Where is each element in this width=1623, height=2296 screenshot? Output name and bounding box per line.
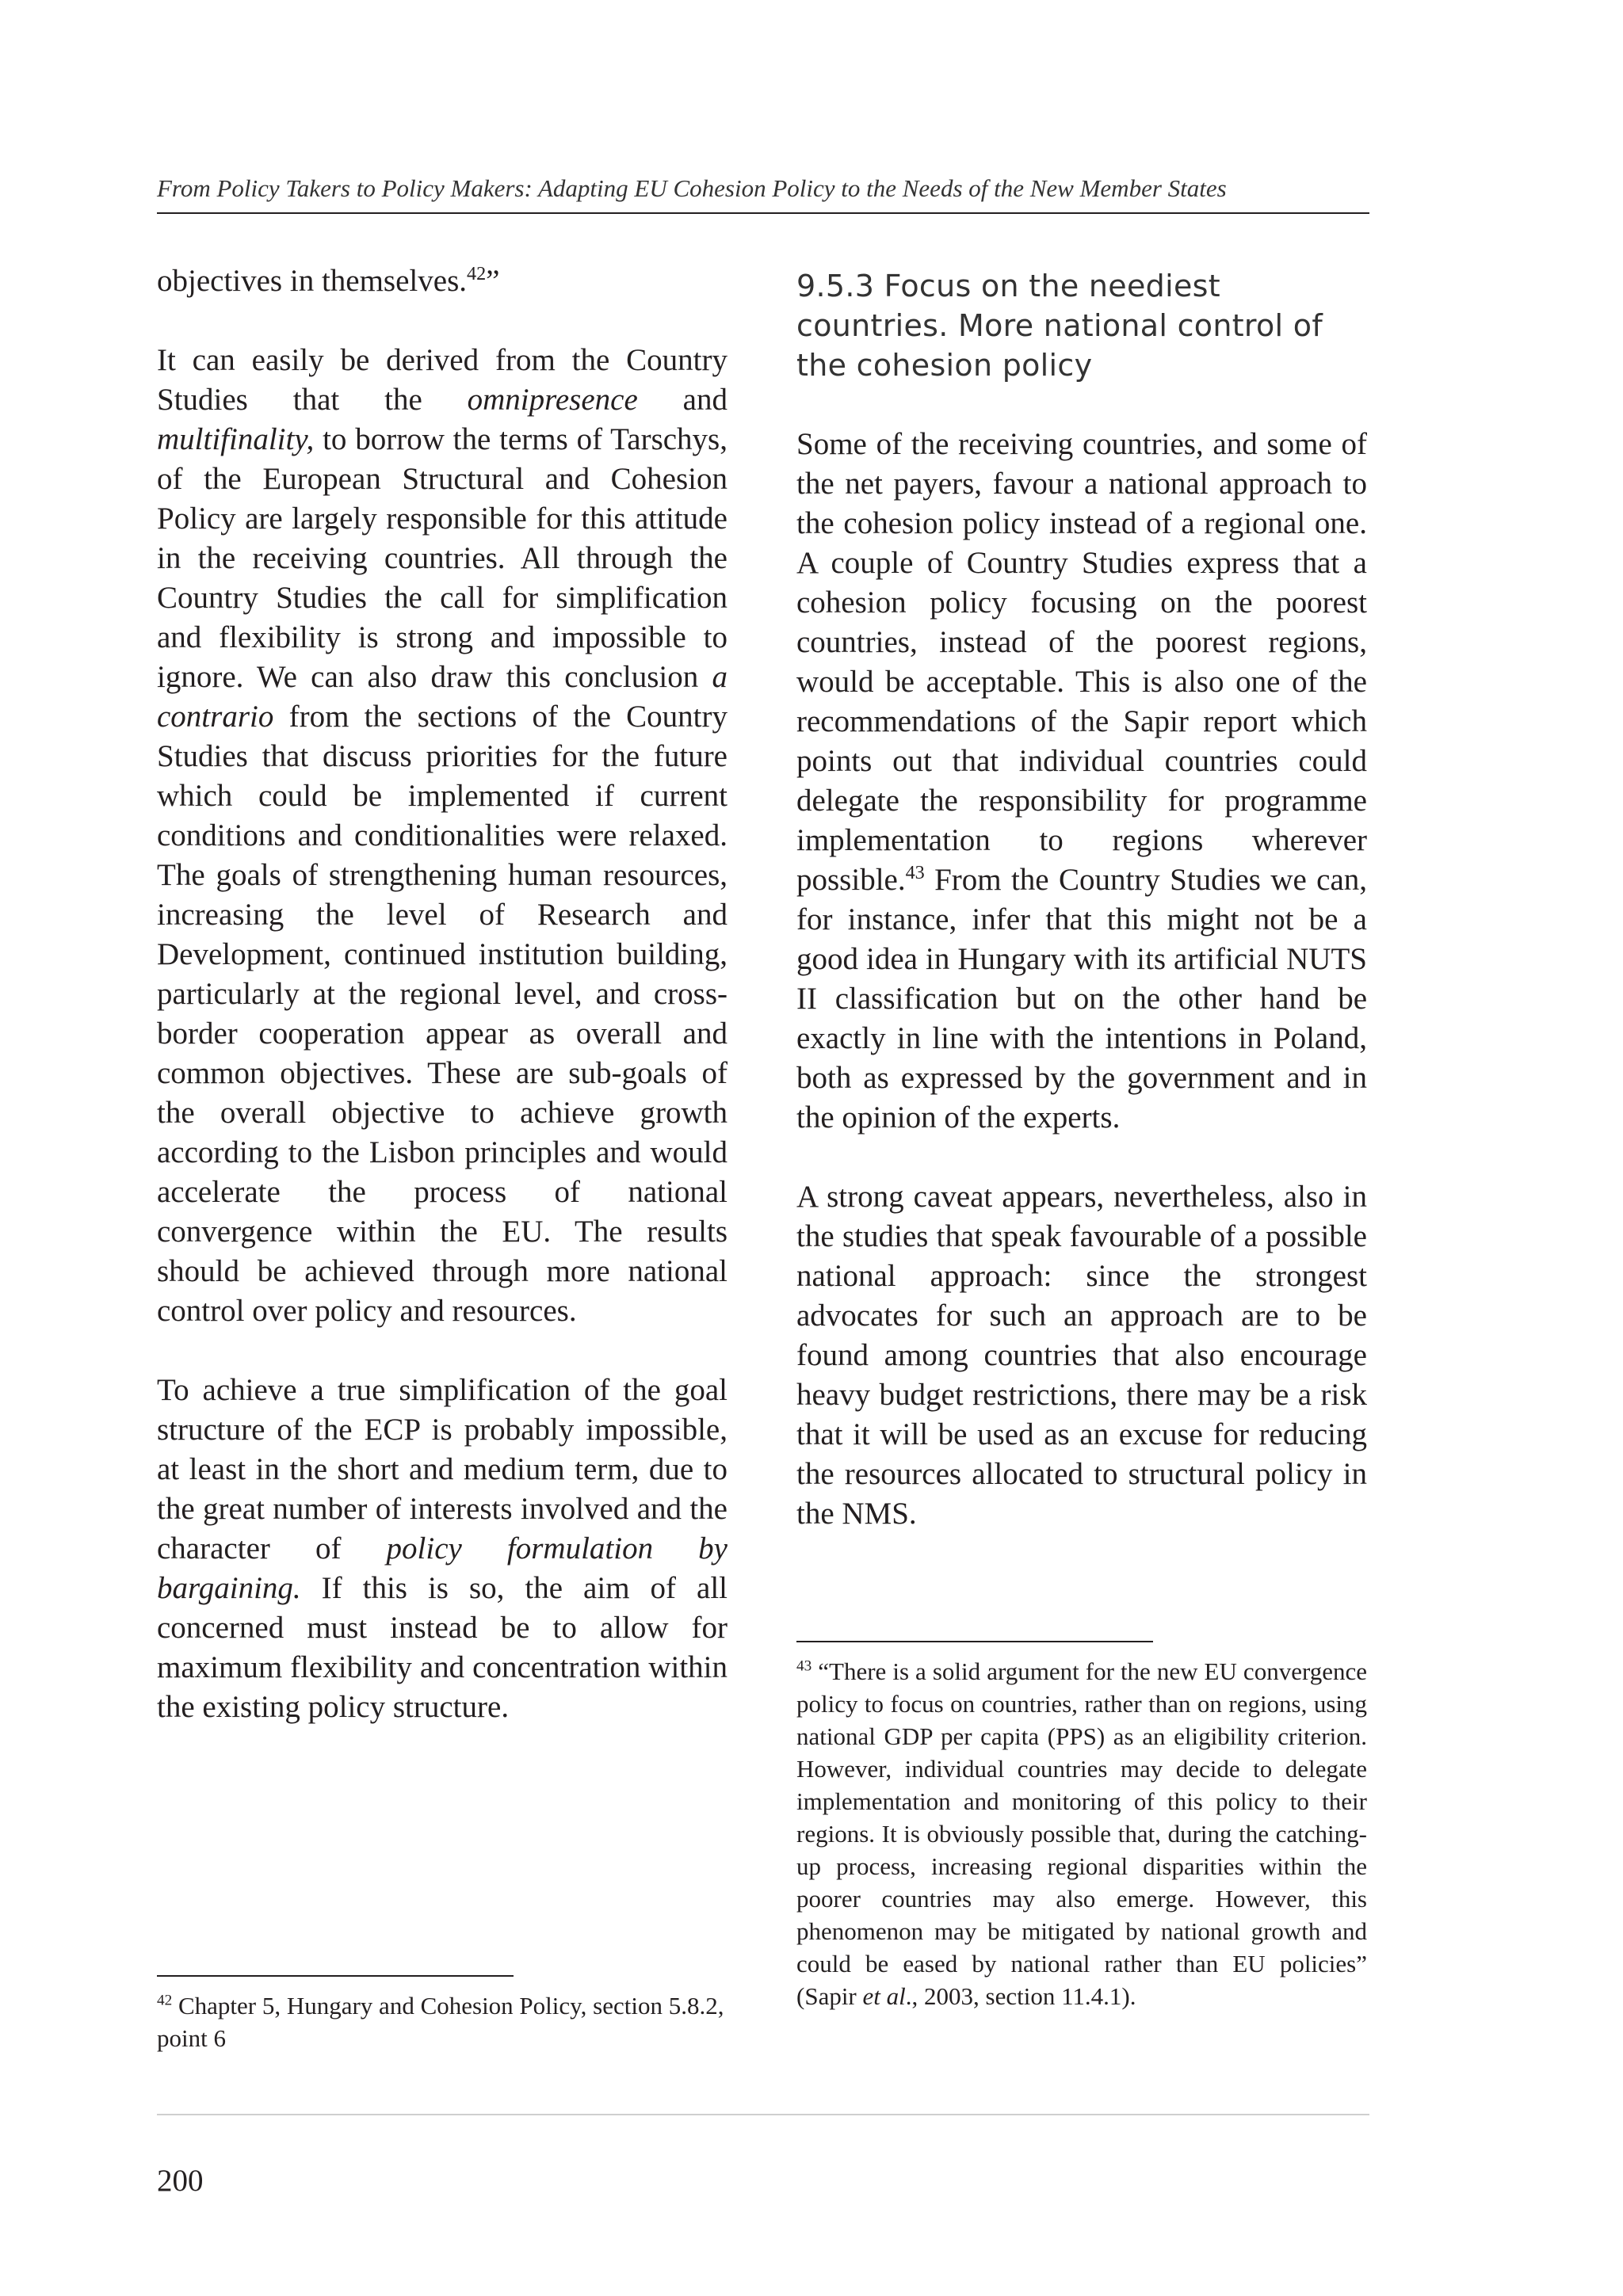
paragraph-omnipresence: It can easily be derived from the Country Studies that the omnipresence and multifinality, to borrow the terms of Tarschys, of the European Structural and Cohesion Policy are largely responsible for this attitude in the receiving countries. All through the Country Studies the call for simplification and flexibility is strong and impossible to ignore. We can also draw this conclusion a contrario from the sections of the Country Studies that discuss priorities for the future which could be implemented if current conditions and conditionalities were relaxed. The goals of strengthening human resources, increasing the level of Research and Development, continued institution building, particularly at the regional level, and cross-border cooperation appear as overall and common objectives. These are sub-goals of the overall objective to achieve growth according to the Lisbon principles and would accelerate the process of national convergence within the EU. The results should be achieved through more national control over policy and resources.: [157, 343, 727, 1328]
footer-divider: [157, 2114, 1369, 2115]
left-column: [157, 261, 727, 1767]
footnote-ref-43[interactable]: 43: [905, 862, 925, 883]
footnote-42-text: $^{42}$ Chapter 5, Hungary and Cohesion Policy, section 5.8.2, point 6: [157, 1992, 724, 2052]
paragraph-simplification: To achieve a true simplification of the goal structure of the ECP is probably impossible, at least in the short and medium term, due to the great number of interests involved and the character of policy formulation by bargaining. If this is so, the aim of all concerned must instead be to allow for maximum flexibility and concentration within the existing policy structure.: [157, 1373, 727, 1724]
footnote-divider: [796, 1641, 1153, 1642]
footnote-divider: [157, 1975, 514, 1977]
footnote-43: [796, 1641, 1367, 2012]
header-divider: [157, 212, 1369, 214]
running-header: From Policy Takers to Policy Makers: Adapting EU Cohesion Policy to the Needs of the New Member States: [157, 174, 1227, 202]
footnote-ref-42[interactable]: 42: [467, 263, 487, 284]
page-number: 200: [157, 2164, 204, 2198]
footnote-42: [157, 1975, 727, 2054]
section-heading: 9.5.3 Focus on the neediest countries. More national control of the cohesion policy: [796, 269, 1323, 383]
footnote-43-text: $^{43}$ “There is a solid argument for the new EU convergence policy to focus on countries, rather than on regions, using national GDP per capita (PPS) as an eligibility criterion. However, individual countries may decide to delegate implementation and monitoring of this policy to their regions. It is obviously possible that, during the catching-up process, increasing regional disparities within the poorer countries may also emerge. However, this phenomenon may be mitigated by national growth and could be eased by national rather than EU policies” (Sapir et al., 2003, section 11.4.1).: [796, 1657, 1367, 2010]
right-column: [796, 261, 1367, 1573]
paragraph-national-approach: Some of the receiving countries, and some of the net payers, favour a national approach to the cohesion policy instead of a regional one. A couple of Country Studies express that a cohesion policy focusing on the poorest countries, instead of the poorest regions, would be acceptable. This is also one of the recommendations of the Sapir report which points out that individual countries could delegate the responsibility for programme implementation to regions wherever possible.$^{43}$ From the Country Studies we can, for instance, infer that this might not be a good idea in Hungary with its artificial NUTS II classification but on the other hand be exactly in line with the intentions in Poland, both as expressed by the government and in the opinion of the experts.: [796, 427, 1367, 1135]
paragraph-caveat: A strong caveat appears, nevertheless, also in the studies that speak favourable of a possible national approach: since the strongest advocates for such an approach are to be found among countries that also encourage heavy budget restrictions, there may be a risk that it will be used as an excuse for reducing the resources allocated to structural policy in the NMS.: [796, 1180, 1367, 1531]
paragraph-continuation: objectives in themselves.$^{42}$”: [157, 263, 500, 298]
